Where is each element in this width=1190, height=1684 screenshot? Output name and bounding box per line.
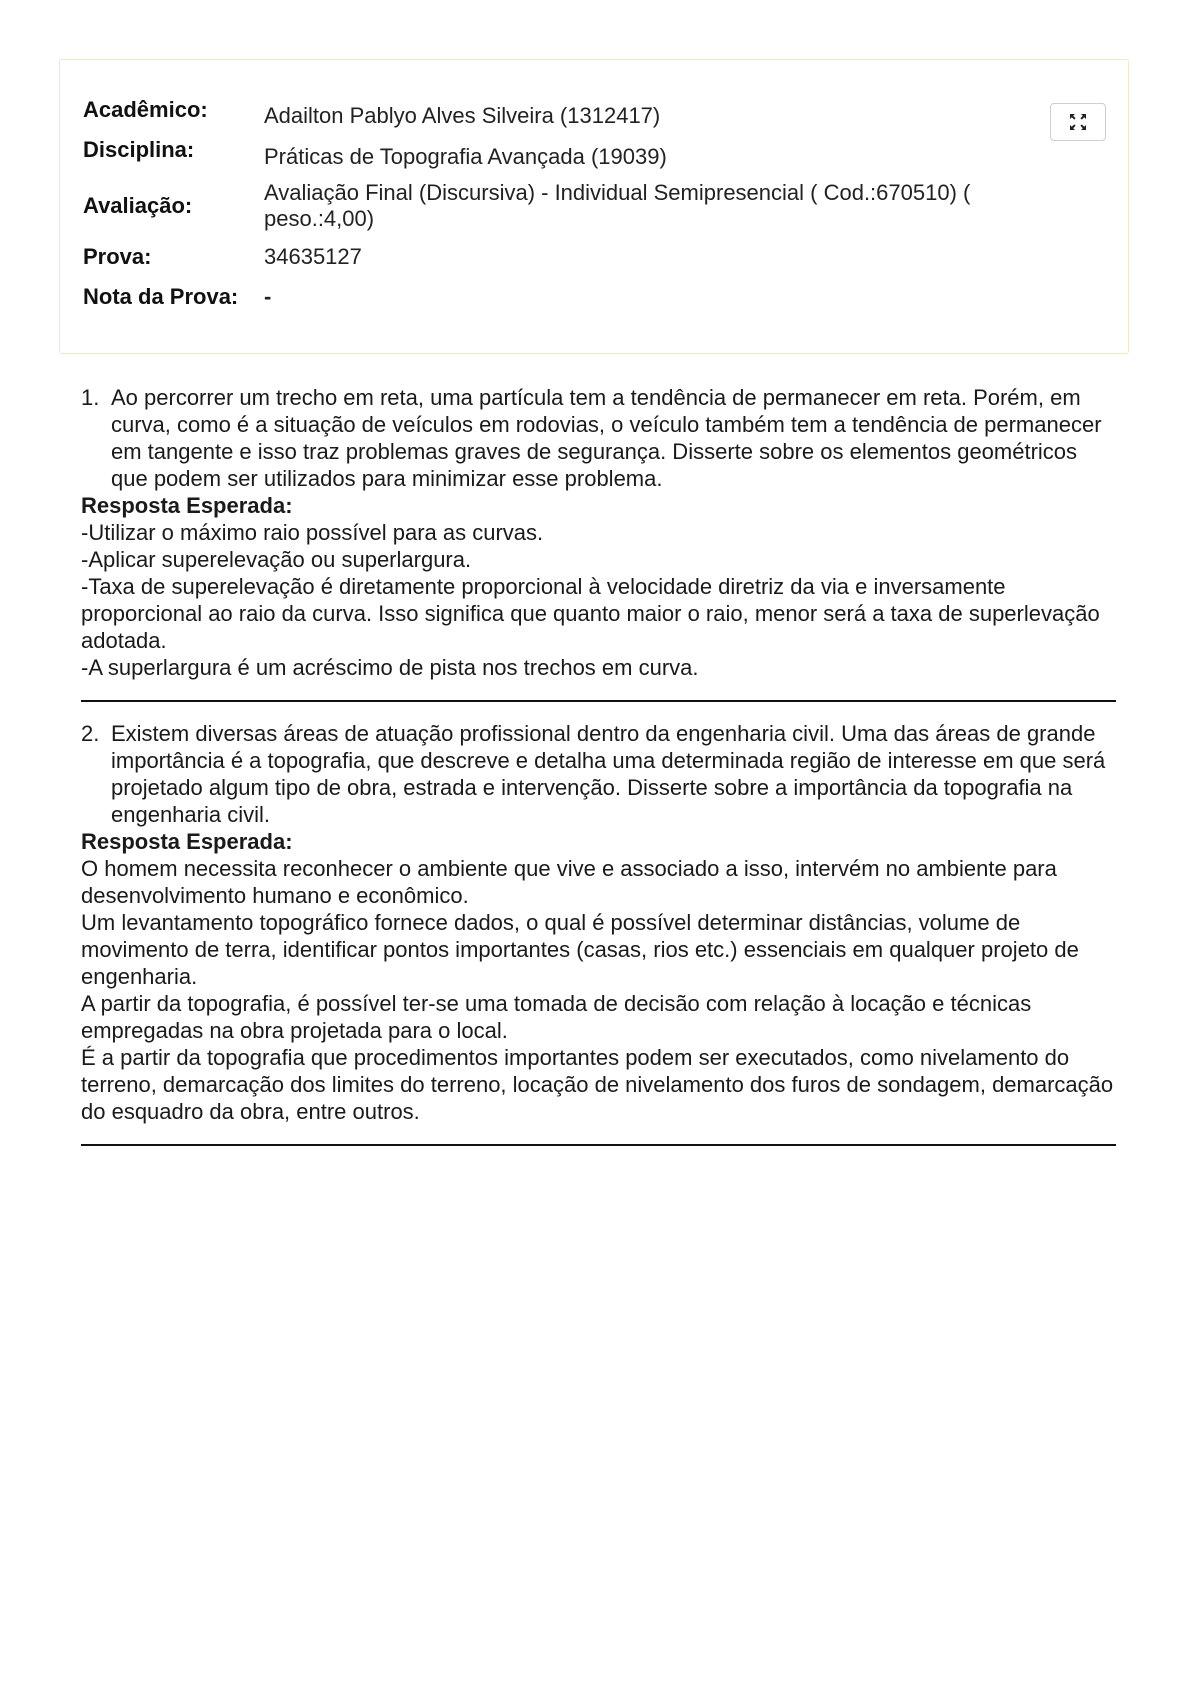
question-number: 2. bbox=[81, 721, 100, 746]
answer-line: -Aplicar superelevação ou superlargura. bbox=[81, 547, 472, 572]
info-value: Adailton Pablyo Alves Silveira (1312417) bbox=[264, 103, 661, 128]
exam-info-card bbox=[59, 59, 1129, 354]
answer-line: É a partir da topografia que procedimentos importantes podem ser executados, como nivelamento do terreno, demarcação dos limites do terreno, locação de nivelamento dos furos de sondagem, demarcação do esquadro da obra, entre outros. bbox=[81, 1045, 1114, 1124]
info-row-academico bbox=[83, 95, 1083, 135]
answer-line: -Utilizar o máximo raio possível para as curvas. bbox=[81, 520, 544, 545]
info-value: - bbox=[264, 284, 272, 309]
answer-title: Resposta Esperada: bbox=[81, 829, 293, 854]
question-number: 1. bbox=[81, 385, 100, 410]
question-text: Existem diversas áreas de atuação profissional dentro da engenharia civil. Uma das áreas de grande importância é a topografia, que descreve e detalha uma determinada região de interesse em que será projetado algum tipo de obra, estrada e intervenção. Disserte sobre a importância da topografia na engenharia civil. bbox=[111, 721, 1106, 827]
answer-title: Resposta Esperada: bbox=[81, 493, 293, 518]
info-label: Disciplina: bbox=[83, 137, 195, 162]
info-value: Avaliação Final (Discursiva) - Individual Semipresencial ( Cod.:670510) ( peso.:4,00) bbox=[264, 180, 971, 231]
info-label: Avaliação: bbox=[83, 193, 193, 218]
info-label: Nota da Prova: bbox=[83, 284, 239, 309]
expand-icon bbox=[1068, 112, 1088, 132]
answer-line: -A superlargura é um acréscimo de pista nos trechos em curva. bbox=[81, 655, 699, 680]
question-block bbox=[81, 384, 1116, 681]
info-value: Práticas de Topografia Avançada (19039) bbox=[264, 144, 667, 169]
info-row-prova bbox=[83, 237, 1083, 277]
divider bbox=[81, 700, 1116, 702]
answer-line: O homem necessita reconhecer o ambiente que vive e associado a isso, intervém no ambiente para desenvolvimento humano e econômico. bbox=[81, 856, 1057, 908]
answer-line: Um levantamento topográfico fornece dados, o qual é possível determinar distâncias, volume de movimento de terra, identificar pontos importantes (casas, rios etc.) essenciais em qualquer projeto de engenharia. bbox=[81, 910, 1079, 989]
question-item bbox=[81, 384, 1116, 492]
info-row-disciplina bbox=[83, 135, 1083, 175]
answer-line: -Taxa de superelevação é diretamente proporcional à velocidade diretriz da via e inversamente proporcional ao raio da curva. Isso significa que quanto maior o raio, menor será a taxa de superlevação adotada. bbox=[81, 574, 1100, 653]
divider bbox=[81, 1144, 1116, 1146]
question-text: Ao percorrer um trecho em reta, uma partícula tem a tendência de permanecer em reta. Porém, em curva, como é a situação de veículos em rodovias, o veículo também tem a tendência de permanecer em tangente e isso traz problemas graves de segurança. Disserte sobre os elementos geométricos que podem ser utilizados para minimizar esse problema. bbox=[111, 385, 1102, 491]
info-row-avaliacao bbox=[83, 175, 1083, 237]
questions-list bbox=[81, 384, 1116, 1164]
info-row-nota bbox=[83, 277, 1083, 317]
info-value: 34635127 bbox=[264, 244, 362, 269]
info-label: Acadêmico: bbox=[83, 97, 208, 122]
question-item bbox=[81, 720, 1116, 828]
question-block bbox=[81, 720, 1116, 1125]
expand-button[interactable] bbox=[1050, 103, 1106, 141]
info-label: Prova: bbox=[83, 244, 152, 269]
exam-info-table bbox=[83, 95, 1083, 317]
answer-line: A partir da topografia, é possível ter-se uma tomada de decisão com relação à locação e técnicas empregadas na obra projetada para o local. bbox=[81, 991, 1032, 1043]
